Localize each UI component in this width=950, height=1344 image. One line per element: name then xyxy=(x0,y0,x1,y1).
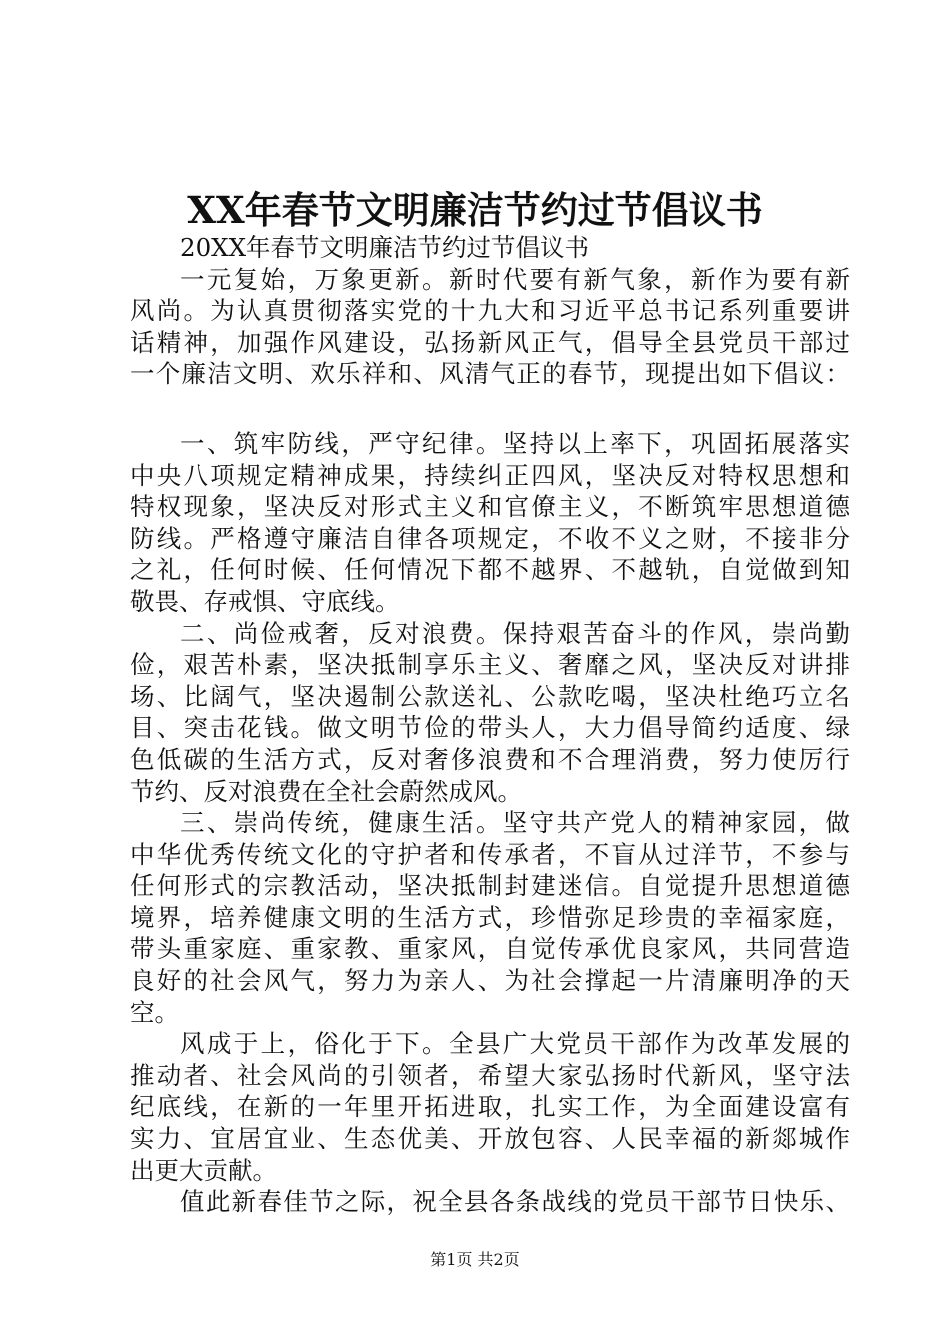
paragraph-three-line: 任何形式的宗教活动，坚决抵制封建迷信。自觉提升思想道德 xyxy=(130,871,850,901)
paragraph-closing-line: 实力、宜居宜业、生态优美、开放包容、人民幸福的新郯城作 xyxy=(130,1124,850,1154)
paragraph-two-line: 节约、反对浪费在全社会蔚然成风。 xyxy=(130,776,522,806)
paragraph-closing-line: 推动者、社会风尚的引领者，希望大家弘扬时代新风，坚守法 xyxy=(130,1060,850,1090)
paragraph-two-line: 色低碳的生活方式，反对奢侈浪费和不合理消费，努力使厉行 xyxy=(130,744,850,774)
paragraph-two-line: 场、比阔气，坚决遏制公款送礼、公款吃喝，坚决杜绝巧立名 xyxy=(130,681,850,711)
paragraph-three-line: 良好的社会风气，努力为亲人、为社会撑起一片清廉明净的天 xyxy=(130,966,850,996)
paragraph-intro-line: 风尚。为认真贯彻落实党的十九大和习近平总书记系列重要讲 xyxy=(130,296,850,326)
document-title: XX年春节文明廉洁节约过节倡议书 xyxy=(187,188,763,232)
paragraph-closing-line: 出更大贡献。 xyxy=(130,1155,277,1185)
paragraph-closing-line: 风成于上，俗化于下。全县广大党员干部作为改革发展的 xyxy=(180,1029,850,1059)
paragraph-one-line: 防线。严格遵守廉洁自律各项规定，不收不义之财，不接非分 xyxy=(130,523,850,553)
paragraph-two-line: 目、突击花钱。做文明节俭的带头人，大力倡导简约适度、绿 xyxy=(130,713,850,743)
paragraph-greeting-line: 值此新春佳节之际，祝全县各条战线的党员干部节日快乐、 xyxy=(180,1187,850,1217)
paragraph-intro-line: 一个廉洁文明、欢乐祥和、风清气正的春节，现提出如下倡议： xyxy=(130,359,850,389)
paragraph-closing-line: 纪底线，在新的一年里开拓进取，扎实工作，为全面建设富有 xyxy=(130,1092,850,1122)
page-number-footer: 第1页 共2页 xyxy=(430,1250,520,1269)
subtitle-line: 20XX年春节文明廉洁节约过节倡议书 xyxy=(180,233,590,262)
paragraph-three-line: 带头重家庭、重家教、重家风，自觉传承优良家风，共同营造 xyxy=(130,934,850,964)
paragraph-one-line: 敬畏、存戒惧、守底线。 xyxy=(130,586,400,616)
paragraph-three-line: 空。 xyxy=(130,997,179,1027)
paragraph-one-line: 中央八项规定精神成果，持续纠正四风，坚决反对特权思想和 xyxy=(130,460,850,490)
paragraph-one-line: 之礼，任何时候、任何情况下都不越界、不越轨，自觉做到知 xyxy=(130,555,850,585)
paragraph-gap xyxy=(130,390,850,428)
paragraph-two-line: 俭，艰苦朴素，坚决抵制享乐主义、奢靡之风，坚决反对讲排 xyxy=(130,650,850,680)
paragraph-two-line: 二、尚俭戒奢，反对浪费。保持艰苦奋斗的作风，崇尚勤 xyxy=(180,618,850,648)
paragraph-three-line: 三、崇尚传统，健康生活。坚守共产党人的精神家园，做 xyxy=(180,808,850,838)
paragraph-three-line: 中华优秀传统文化的守护者和传承者，不盲从过洋节，不参与 xyxy=(130,839,850,869)
document-body xyxy=(130,232,850,1218)
paragraph-three-line: 境界，培养健康文明的生活方式，珍惜弥足珍贵的幸福家庭， xyxy=(130,902,850,932)
paragraph-intro-line: 话精神，加强作风建设，弘扬新风正气，倡导全县党员干部过 xyxy=(130,327,850,357)
paragraph-intro-line: 一元复始，万象更新。新时代要有新气象，新作为要有新 xyxy=(180,264,850,294)
paragraph-one-line: 特权现象，坚决反对形式主义和官僚主义，不断筑牢思想道德 xyxy=(130,492,850,522)
paragraph-one-line: 一、筑牢防线，严守纪律。坚持以上率下，巩固拓展落实 xyxy=(180,428,850,458)
